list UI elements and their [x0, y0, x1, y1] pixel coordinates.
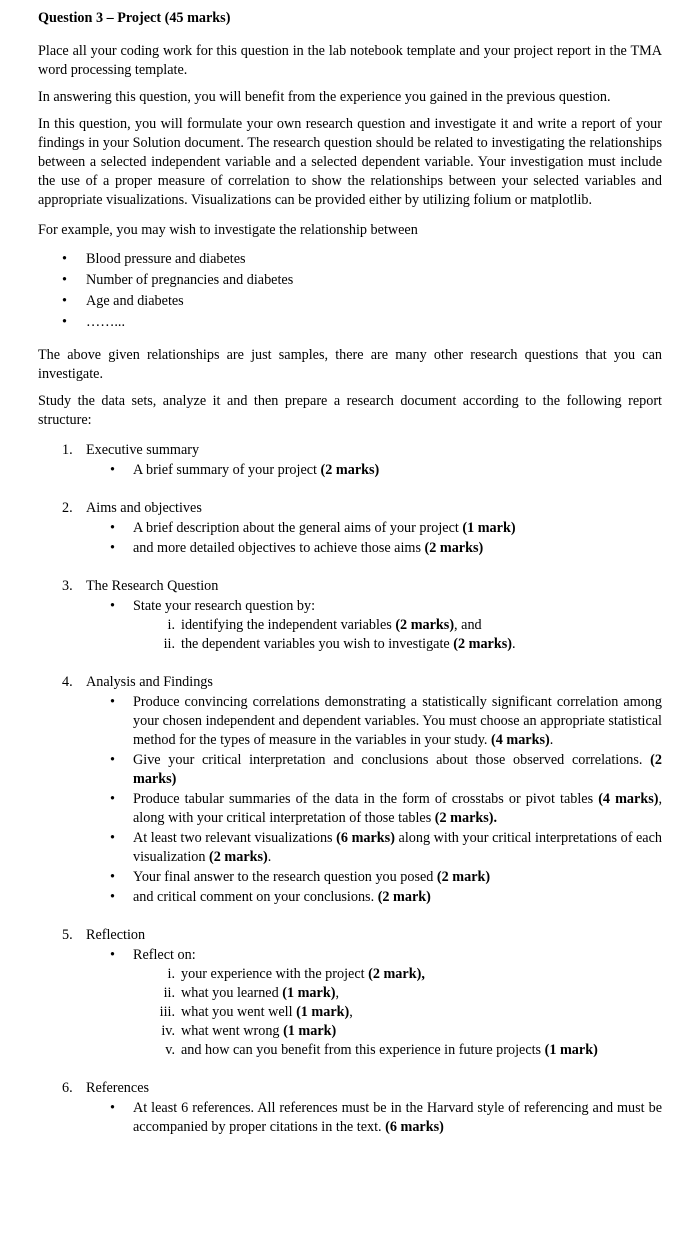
roman-item: i. your experience with the project (2 mark),	[167, 966, 425, 982]
section-executive-summary	[38, 441, 662, 480]
requirement-item: • Reflect on: i. your experience with the project (2 mark), ii. what you learned (1 mark), iii. what you went well (1 mark), iv. what went wrong (1 mark) v. and how can you benefit from this experience in future projects (1 mark)	[86, 946, 662, 1060]
section-title: Analysis and Findings	[86, 674, 213, 690]
section-number: 5.	[62, 927, 73, 943]
requirement-item: • At least 6 references. All references must be in the Harvard style of referencing and must be accompanied by proper citations in the text. (6 marks)	[86, 1099, 662, 1137]
example-item: • Number of pregnancies and diabetes	[38, 271, 662, 290]
requirement-item: • State your research question by: i. identifying the independent variables (2 marks), and ii. the dependent variables you wish to investigate (2 marks).	[86, 597, 662, 654]
intro-paragraph-4: For example, you may wish to investigate the relationship between	[38, 222, 418, 238]
question-title: Question 3 – Project (45 marks)	[38, 10, 231, 26]
section-title: The Research Question	[86, 578, 219, 594]
example-item: • ……...	[38, 313, 662, 332]
requirement-item: • Your final answer to the research question you posed (2 mark)	[86, 868, 662, 887]
section-number: 4.	[62, 674, 73, 690]
section-number: 3.	[62, 578, 73, 594]
section-title: Reflection	[86, 927, 146, 943]
example-list	[38, 250, 662, 332]
example-item: • Age and diabetes	[38, 292, 662, 311]
section-number: 2.	[62, 500, 73, 516]
roman-item: v. and how can you benefit from this experience in future projects (1 mark)	[165, 1042, 598, 1058]
example-item: • Blood pressure and diabetes	[38, 250, 662, 269]
requirement-item: • and critical comment on your conclusions. (2 mark)	[86, 888, 662, 907]
requirement-item: • A brief summary of your project (2 marks)	[86, 461, 662, 480]
requirement-item: • At least two relevant visualizations (6 marks) along with your critical interpretations of each visualization (2 marks).	[86, 829, 662, 867]
requirement-item: • Produce tabular summaries of the data in the form of crosstabs or pivot tables (4 marks), along with your critical interpretation of those tables (2 marks).	[86, 790, 662, 828]
roman-item: i. identifying the independent variables (2 marks), and	[167, 617, 482, 633]
after-paragraph-1: The above given relationships are just samples, there are many other research questions that you can investigate.	[38, 347, 662, 382]
section-title: Aims and objectives	[86, 500, 202, 516]
requirement-item: • Produce convincing correlations demonstrating a statistically significant correlation among your chosen independent and dependent variables. You must choose an appropriate statistical method for the types of measure in the variables in your study. (4 marks).	[86, 693, 662, 750]
requirement-item: • and more detailed objectives to achieve those aims (2 marks)	[86, 539, 662, 558]
intro-paragraph-2: In answering this question, you will benefit from the experience you gained in the previous question.	[38, 89, 611, 105]
report-structure-list	[38, 441, 662, 1137]
section-title: Executive summary	[86, 442, 200, 458]
intro-paragraph-1: Place all your coding work for this question in the lab notebook template and your project report in the TMA word processing template.	[38, 43, 662, 78]
section-research-question	[38, 577, 662, 654]
section-aims-objectives	[38, 499, 662, 558]
roman-item: iv. what went wrong (1 mark)	[161, 1023, 337, 1039]
roman-item: ii. the dependent variables you wish to investigate (2 marks).	[163, 636, 516, 652]
requirement-item: • A brief description about the general aims of your project (1 mark)	[86, 519, 662, 538]
section-title: References	[86, 1080, 150, 1096]
section-references	[38, 1079, 662, 1137]
intro-paragraph-3: In this question, you will formulate your own research question and investigate it and write a report of your findings in your Solution document. The research question should be related to investigating the relationships between a selected independent variable and a selected dependent variable. Your investigation must include the use of a proper measure of correlation to show the relationships between your selected variables and appropriate visualizations. Visualizations can be provided either by utilizing folium or matplotlib.	[38, 116, 662, 208]
requirement-item: • Give your critical interpretation and conclusions about those observed correlations. (2 marks)	[86, 751, 662, 789]
section-number: 6.	[62, 1080, 73, 1096]
section-number: 1.	[62, 442, 73, 458]
section-reflection	[38, 926, 662, 1060]
roman-item: ii. what you learned (1 mark),	[163, 985, 339, 1001]
after-paragraph-2: Study the data sets, analyze it and then prepare a research document according to the following report structure:	[38, 393, 662, 428]
roman-item: iii. what you went well (1 mark),	[159, 1004, 353, 1020]
section-analysis-findings	[38, 673, 662, 907]
